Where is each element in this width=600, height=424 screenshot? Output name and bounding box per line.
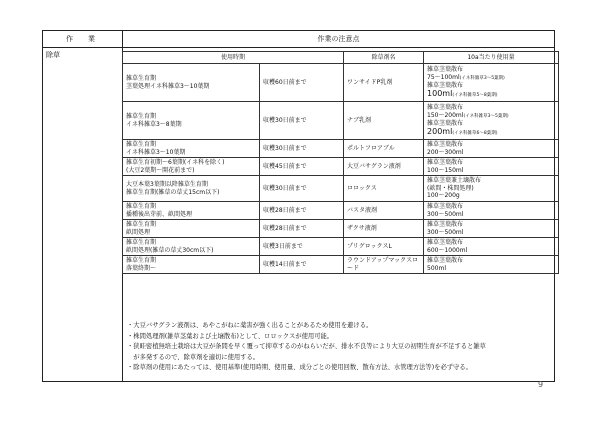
usage-amount: 300～500ml	[427, 228, 464, 236]
period-cell	[123, 256, 260, 274]
period-cell	[123, 158, 260, 176]
usage-cell	[424, 238, 559, 256]
page-number: 9	[538, 380, 544, 389]
usage-line	[427, 257, 555, 265]
period-line: 雑草生育期	[126, 141, 157, 148]
usage-note: (イネ科雑草3～5葉期)	[459, 75, 505, 81]
usage-line	[427, 203, 555, 211]
herbicide-name-cell: ナブ乳剤	[344, 102, 424, 140]
period-cell	[123, 102, 260, 140]
table-row	[123, 64, 559, 102]
usage-amount: 雑草茎葉散布	[427, 257, 464, 264]
herbicide-name-cell: バスタ液剤	[344, 202, 424, 220]
period-line: 雑草生育期	[126, 75, 157, 82]
usage-amount: (畝間・株間処理)	[427, 184, 474, 192]
note-line: ・狭畦密植無培土栽培は大豆が条間を早く覆って抑草するのがねらいだが、排水不良等により大豆の初期生育が不足すると雑草	[127, 343, 486, 350]
table-row	[123, 158, 559, 176]
th-period: 使用時期	[123, 52, 344, 64]
period-line: 畝間処理	[126, 228, 151, 236]
table-row	[123, 238, 559, 256]
usage-amount: 75～100ml	[427, 73, 460, 81]
note-line: が多発するので、除草剤を適切に使用する。	[127, 353, 260, 361]
usage-line	[427, 149, 555, 157]
usage-cell	[424, 176, 559, 202]
usage-line	[427, 104, 555, 112]
table-row	[123, 220, 559, 238]
period-line: (大豆2葉期～開花前まで)	[126, 166, 195, 174]
harvest-cell: 収穫30日前まで	[260, 140, 344, 158]
harvest-cell: 収穫28日前まで	[260, 202, 344, 220]
herbicide-name-cell: ワンサイドP乳剤	[344, 64, 424, 102]
period-cell	[123, 64, 260, 102]
period-line: 雑草生育期	[126, 221, 157, 228]
table-header	[43, 31, 554, 48]
section-label: 除草	[46, 51, 60, 59]
harvest-cell: 収穫30日前まで	[260, 102, 344, 140]
usage-note: (イネ科雑草3～5葉期)	[463, 113, 509, 119]
usage-cell	[424, 202, 559, 220]
usage-amount: 200ml	[427, 126, 453, 136]
period-cell	[123, 202, 260, 220]
usage-amount: 雑草茎葉散布	[427, 82, 464, 89]
usage-cell	[424, 220, 559, 238]
herbicide-table-header-row	[123, 52, 559, 64]
note-line: ・除草剤の使用にあたっては、使用基準(使用時期、使用量、成分ごとの使用回数、散布方法、水管理方法等)を必ず守る。	[127, 364, 472, 371]
usage-note: (イネ科雑草6～8葉期)	[452, 130, 498, 136]
usage-line	[427, 112, 555, 121]
harvest-cell: 収穫14日前まで	[260, 256, 344, 274]
harvest-cell: 収穫60日前まで	[260, 64, 344, 102]
period-cell	[123, 176, 260, 202]
period-line: 雑草生育期	[126, 257, 157, 264]
harvest-cell: 収穫30日前まで	[260, 176, 344, 202]
usage-amount: 雑草茎葉散布	[427, 159, 464, 166]
usage-amount: 雑草茎葉散布	[427, 120, 464, 127]
usage-amount: 500ml	[427, 264, 446, 272]
note-line: ・大豆バサグラン液剤は、あやこがねに薬害が強く出ることがあるため使用を避ける。	[127, 322, 373, 329]
usage-amount: 雑草茎葉散布	[427, 141, 464, 148]
harvest-cell: 収穫28日前まで	[260, 220, 344, 238]
usage-amount: 雑草茎葉散布	[427, 239, 464, 246]
period-line: 雑草生育期	[126, 113, 157, 120]
header-notes: 作業の注意点	[317, 35, 360, 43]
usage-line	[427, 159, 555, 167]
table-row	[123, 140, 559, 158]
usage-line	[427, 185, 555, 193]
note-line: ・株間処理剤(雑草茎葉および土壌散布)として、ロロックスが使用可能。	[127, 332, 334, 340]
usage-line	[427, 229, 555, 237]
usage-line	[427, 141, 555, 149]
usage-amount: 600～1000ml	[427, 246, 468, 254]
usage-amount: 100～150ml	[427, 166, 464, 174]
usage-cell	[424, 102, 559, 140]
usage-amount: 雑草茎葉散布	[427, 66, 464, 73]
usage-line	[427, 239, 555, 247]
usage-amount: 雑草茎葉散布	[427, 221, 464, 228]
usage-line	[427, 167, 555, 175]
usage-line	[427, 247, 555, 255]
usage-line	[427, 265, 555, 273]
side-column	[43, 47, 123, 381]
table-row	[123, 102, 559, 140]
period-cell	[123, 238, 260, 256]
notes	[127, 321, 547, 374]
period-line: 雑草生育期	[126, 203, 157, 210]
usage-amount: 300～500ml	[427, 210, 464, 218]
usage-line	[427, 128, 555, 138]
period-line: 畝間処理(雑草の草丈30cm以下)	[126, 246, 214, 254]
usage-line	[427, 177, 555, 185]
period-line: イネ科雑草3～10葉期	[126, 148, 186, 156]
usage-cell	[424, 140, 559, 158]
herbicide-table	[122, 51, 559, 274]
period-line: 落葉終期～	[126, 264, 157, 272]
usage-cell	[424, 256, 559, 274]
usage-line	[427, 192, 555, 200]
herbicide-name-cell: ザクサ液剤	[344, 220, 424, 238]
period-line: 雑草生育初期～6葉期(イネ科を除く)	[126, 159, 225, 166]
usage-line	[427, 90, 555, 100]
usage-line	[427, 211, 555, 219]
herbicide-name-cell: ロロックス	[344, 176, 424, 202]
period-line: 播種後出芽前、畝間処理	[126, 210, 193, 218]
usage-amount: 雑草茎葉兼土壌散布	[427, 177, 482, 185]
usage-note: (イネ科雑草5～8葉期)	[452, 92, 498, 98]
usage-amount: 100ml	[427, 88, 453, 98]
usage-line	[427, 66, 555, 74]
herbicide-name-cell: ラウンドアップマックスロード	[344, 256, 424, 274]
period-line: 茎葉処理イネ科雑草3～10葉期	[126, 82, 210, 90]
period-cell	[123, 220, 260, 238]
usage-line	[427, 221, 555, 229]
harvest-cell: 収穫45日前まで	[260, 158, 344, 176]
period-line: 大豆本葉3葉期以降雑草生育期	[126, 181, 208, 188]
usage-amount: 100～200g	[427, 192, 460, 200]
herbicide-name-cell: 大豆バサグラン液剤	[344, 158, 424, 176]
table-row	[123, 256, 559, 274]
usage-amount: 雑草茎葉散布	[427, 203, 464, 210]
table-row	[123, 176, 559, 202]
period-line: イネ科雑草3～8葉期	[126, 120, 182, 128]
herbicide-name-cell: プリグロックスL	[344, 238, 424, 256]
usage-amount: 150～200ml	[427, 111, 464, 119]
period-line: 雑草生育期	[126, 239, 157, 246]
usage-line	[427, 74, 555, 83]
th-herbicide: 除草剤名	[344, 52, 424, 64]
harvest-cell: 収穫3日前まで	[260, 238, 344, 256]
period-line: 雑草生育期(雑草の草丈15cm以下)	[126, 188, 220, 196]
usage-amount: 雑草茎葉散布	[427, 104, 464, 111]
period-cell	[123, 140, 260, 158]
herbicide-name-cell: ポルトフロアブル	[344, 140, 424, 158]
usage-cell	[424, 158, 559, 176]
usage-amount: 200～300ml	[427, 148, 464, 156]
th-usage: 10a当たり使用量	[424, 52, 559, 64]
table-row	[123, 202, 559, 220]
header-task: 作 業	[43, 31, 123, 47]
usage-cell	[424, 64, 559, 102]
